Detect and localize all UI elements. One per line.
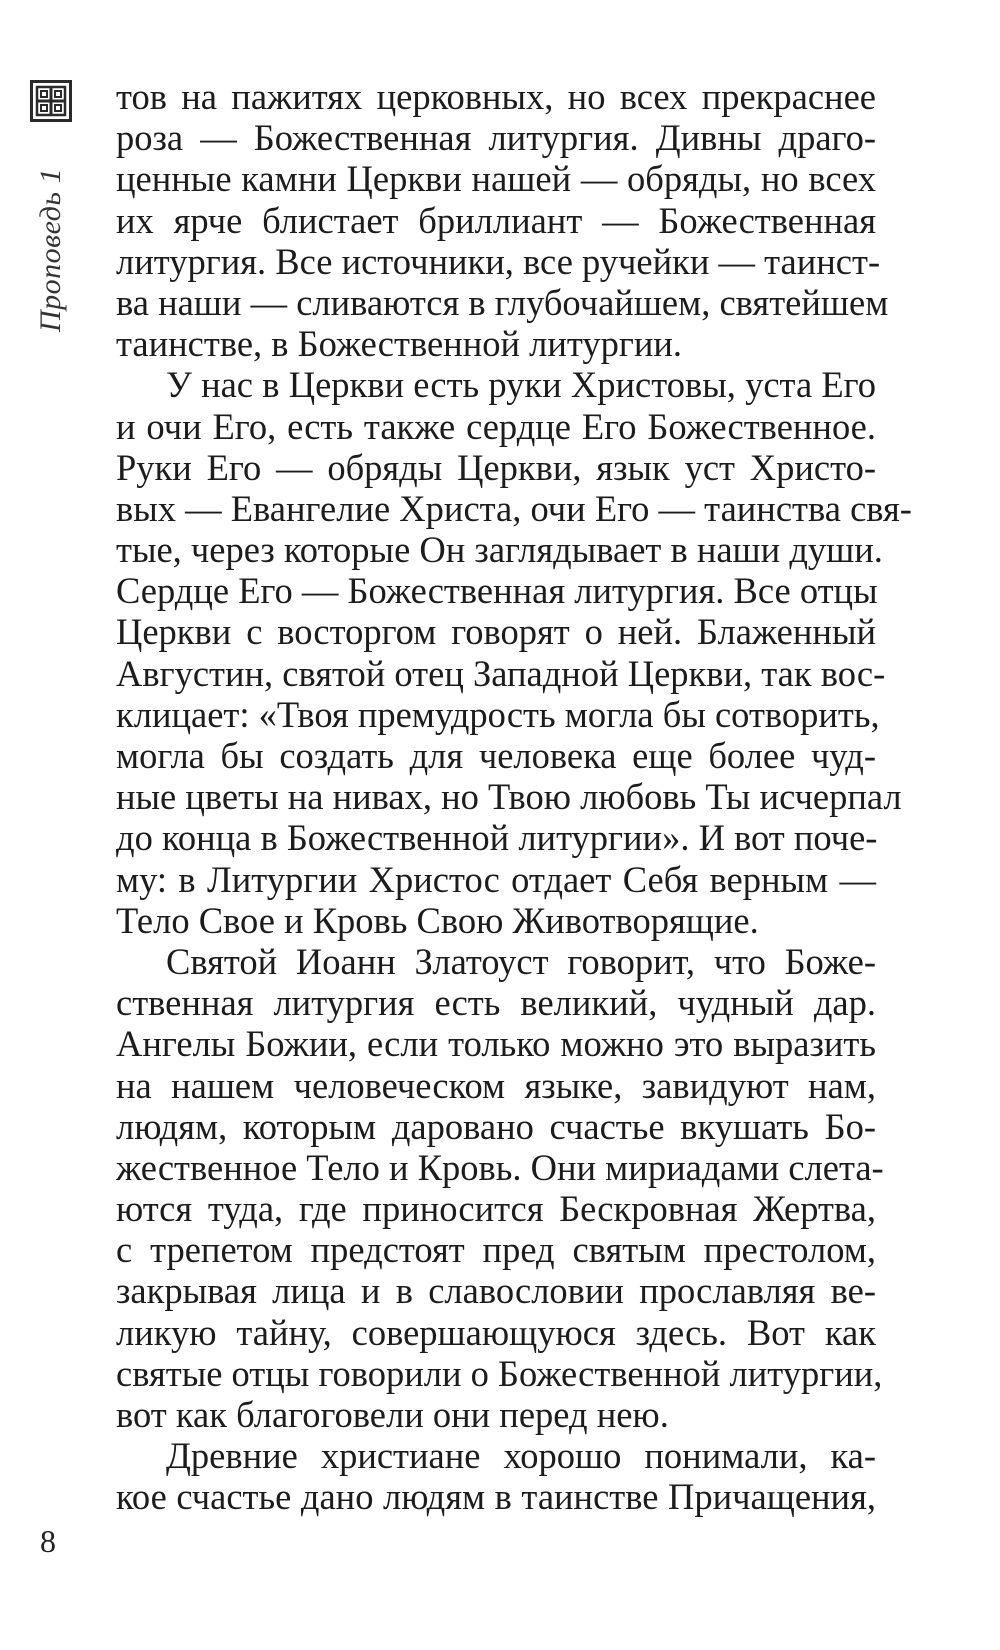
text-line: на нашем человеческом языке, завидуют нам, (116, 1064, 876, 1106)
text-line: У нас в Церкви есть руки Христовы, уста Его (166, 364, 876, 406)
page-text (116, 76, 912, 1518)
text-line: Сердце Его — Божественная литургия. Все отцы (116, 570, 878, 612)
text-line: вот как благоговели они перед нею. (116, 1394, 669, 1435)
text-line: жественное Тело и Кровь. Они мириадами слета- (116, 1146, 884, 1188)
text-line: и очи Его, есть также сердце Его Божественное. (116, 405, 876, 447)
text-line: ственная литургия есть великий, чудный дар. (116, 982, 876, 1024)
text-line: людям, которым даровано счастье вкушать Бо- (116, 1105, 876, 1147)
text-line: с трепетом предстоят пред святым престолом, (116, 1229, 876, 1271)
text-line: литургия. Все источники, все ручейки — таинст- (116, 240, 881, 282)
text-line: закрывая лица и в славословии прославляя ве- (116, 1270, 876, 1312)
text-line: таинстве, в Божественной литургии. (116, 323, 683, 365)
text-line: до конца в Божественной литургии». И вот поче- (116, 817, 878, 859)
text-line: клицает: «Твоя премудрость могла бы сотворить, (116, 693, 880, 735)
text-line: их ярче блистает бриллиант — Божественная (116, 199, 876, 241)
text-line: ликую тайну, совершающуюся здесь. Вот как (116, 1311, 876, 1353)
text-line: му: в Литургии Христос отдает Себя верным — (116, 858, 876, 900)
paragraph (116, 76, 889, 365)
text-line: ценные камни Церкви нашей — обряды, но всех (116, 158, 876, 200)
paragraph (116, 940, 884, 1435)
page-margin (0, 0, 100, 1650)
text-line: Тело Свое и Кровь Свою Животворящие. (116, 899, 759, 941)
text-line: Церкви с восторгом говорят о ней. Блаженный (116, 611, 876, 653)
text-line: ва наши — сливаются в глубочайшем, святейшем (116, 281, 889, 323)
text-line: Августин, святой отец Западной Церкви, так вос- (116, 652, 886, 694)
running-head: Проповедь 1 (34, 167, 67, 333)
text-line: могла бы создать для человека еще более чуд- (116, 735, 876, 776)
text-line: тов на пажитях церковных, но всех прекраснее (116, 76, 876, 117)
page-number: 8 (40, 1523, 56, 1559)
text-line: Святой Иоанн Златоуст говорит, что Боже- (166, 940, 876, 982)
text-line: Древние христиане хорошо понимали, ка- (166, 1435, 876, 1477)
paragraph (116, 364, 912, 941)
text-line: Руки Его — обряды Церкви, язык уст Христо- (116, 446, 876, 488)
paragraph (116, 1435, 876, 1517)
text-line: Ангелы Божии, если только можно это выразить (116, 1023, 876, 1065)
text-line: ные цветы на нивах, но Твою любовь Ты исчерпал (116, 776, 902, 818)
text-line: тые, через которые Он заглядывает в наши души. (116, 529, 883, 571)
square-knot-ornament-icon (30, 80, 72, 122)
text-line: вых — Евангелие Христа, очи Его — таинства свя- (116, 487, 912, 529)
text-line: роза — Божественная литургия. Дивны драго- (116, 117, 876, 159)
text-line: ются туда, где приносится Бескровная Жертва, (116, 1188, 876, 1230)
text-line: кое счастье дано людям в таинстве Причащения, (116, 1476, 876, 1518)
text-line: святые отцы говорили о Божественной литургии, (116, 1352, 883, 1394)
